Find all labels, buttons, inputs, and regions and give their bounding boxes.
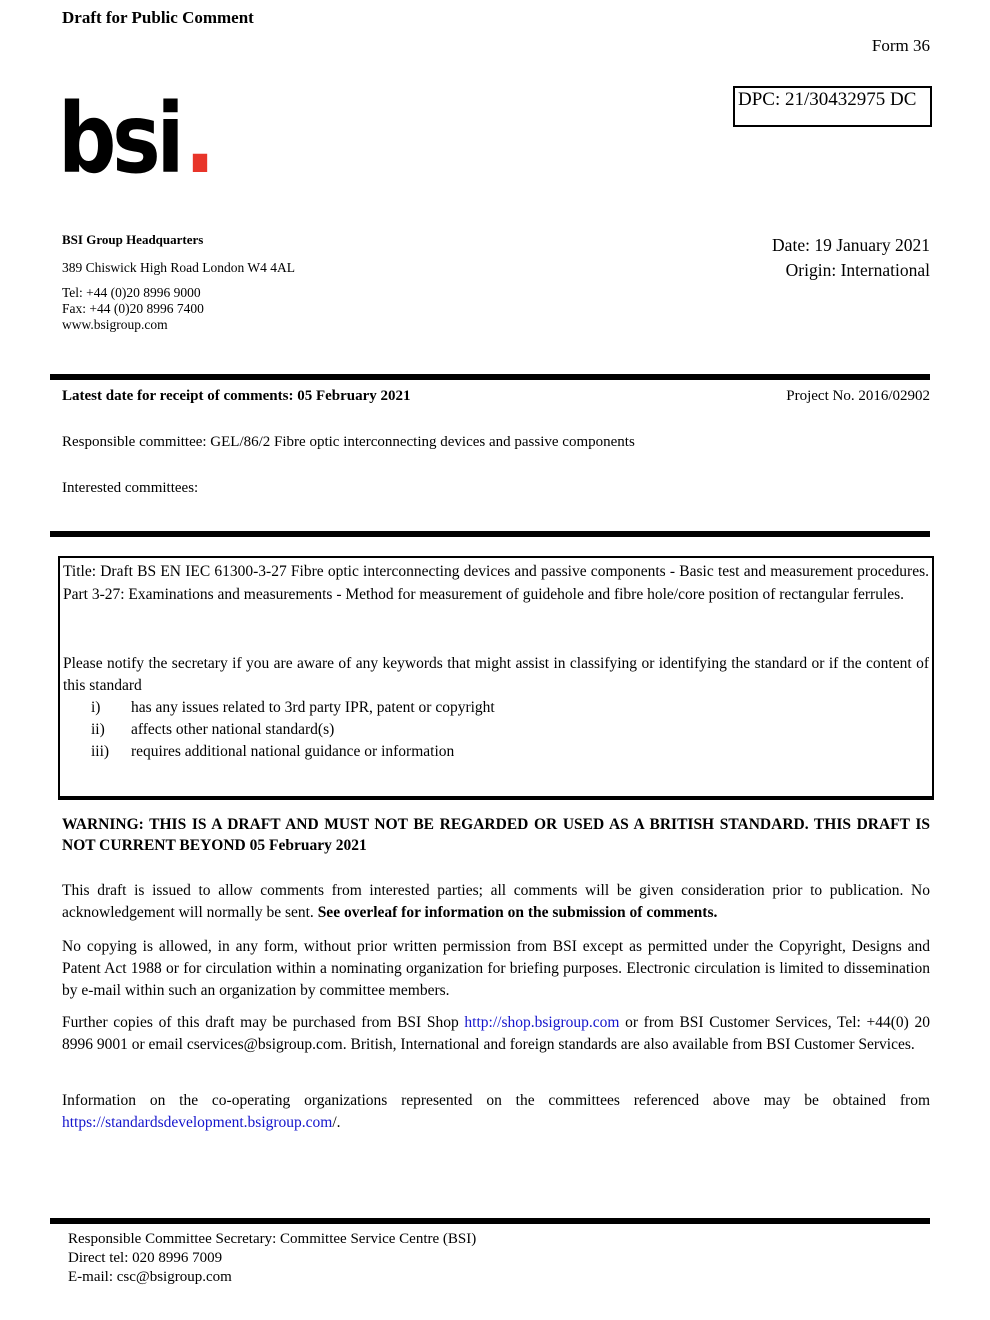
headquarters-address: 389 Chiswick High Road London W4 4AL [62,260,295,275]
title-box [58,556,934,800]
divider-rule-middle [50,531,930,537]
footer-secretary-line: Responsible Committee Secretary: Committee Service Centre (BSI) [68,1231,477,1247]
keyword-item-text: affects other national standard(s) [131,721,335,738]
page-title: Draft for Public Comment [62,8,254,27]
bsi-logo-text: bsi [58,83,181,195]
headquarters-tel: Tel: +44 (0)20 8996 9000 [62,285,201,300]
keyword-item [63,741,929,763]
issued-bold-text: See overleaf for information on the submission of comments. [317,904,718,921]
cooperating-orgs-paragraph [62,1090,930,1134]
copies-text-pre: Further copies of this draft may be purchased from BSI Shop [62,1014,465,1031]
keyword-item [63,697,929,719]
headquarters-website: www.bsigroup.com [62,317,168,332]
latest-date-label: Latest date for receipt of comments: 05 February 2021 [62,388,411,404]
keyword-item-text: requires additional national guidance or information [131,743,455,760]
divider-rule-top [50,374,930,380]
footer-direct-tel-line: Direct tel: 020 8996 7009 [68,1250,223,1266]
issued-text: This draft is issued to allow comments from interested parties; all comments will be given consideration prior to publication. No acknowledgement will normally be sent. [62,882,930,921]
footer-block [68,1230,476,1287]
divider-rule-bottom [50,1218,930,1224]
standards-development-link[interactable]: https://standardsdevelopment.bsigroup.com [62,1114,333,1131]
bsi-shop-link[interactable]: http://shop.bsigroup.com [464,1014,620,1031]
info-text-post: /. [332,1114,341,1131]
bsi-logo [58,83,216,195]
bsi-logo-red-dot-icon: . [184,83,216,195]
keyword-item [63,719,929,741]
dpc-number-box [733,86,932,127]
keyword-item-marker: iii) [91,743,110,760]
keyword-item-marker: i) [91,699,101,716]
origin-line: Origin: International [785,260,930,280]
project-number: Project No. 2016/02902 [786,388,930,404]
headquarters-fax: Fax: +44 (0)20 8996 7400 [62,301,204,316]
no-copying-paragraph: No copying is allowed, in any form, without prior written permission from BSI except as permitted under the Copyright, Designs and Patent Act 1988 or for circulation within a nominating organization for briefing purposes. Electronic circulation is limited to dissemination by e-mail within such an organization by committee members. [62,938,930,999]
keyword-item-marker: ii) [91,721,105,738]
draft-title: Title: Draft BS EN IEC 61300-3-27 Fibre optic interconnecting devices and passive components - Basic test and measurement procedures. Part 3-27: Examinations and measurements - Method for measurement of guidehole and fibre hole/core position of rectangular ferrules. [63,563,929,603]
dpc-number: DPC: 21/30432975 DC [738,89,917,110]
form-number: Form 36 [871,36,930,55]
copies-text-post: or from BSI Customer Services, Tel: +44(0) 20 8996 9001 or email cservices@bsigroup.com. British, International and foreign standards are also available from BSI Customer Services. [62,1014,931,1053]
headquarters-block [62,232,295,333]
warning-paragraph: WARNING: THIS IS A DRAFT AND MUST NOT BE REGARDED OR USED AS A BRITISH STANDARD. THIS DRAFT IS NOT CURRENT BEYOND 05 February 2021 [62,816,930,854]
keywords-note: Please notify the secretary if you are aware of any keywords that might assist in classifying or identifying the standard or if the content of this standard [63,655,929,694]
interested-committees-line: Interested committees: [62,480,199,496]
keyword-item-text: has any issues related to 3rd party IPR, patent or copyright [131,699,495,716]
further-copies-paragraph [62,1012,930,1056]
responsible-committee-line: Responsible committee: GEL/86/2 Fibre optic interconnecting devices and passive components [62,434,635,450]
comments-deadline-row [62,388,930,405]
date-origin-block [772,233,930,283]
headquarters-title: BSI Group Headquarters [62,232,204,247]
issued-paragraph [62,880,930,924]
info-text-pre: Information on the co-operating organizations represented on the committees referenced above may be obtained from [62,1092,930,1109]
footer-email-line: E-mail: csc@bsigroup.com [68,1269,232,1285]
date-line: Date: 19 January 2021 [772,235,930,255]
